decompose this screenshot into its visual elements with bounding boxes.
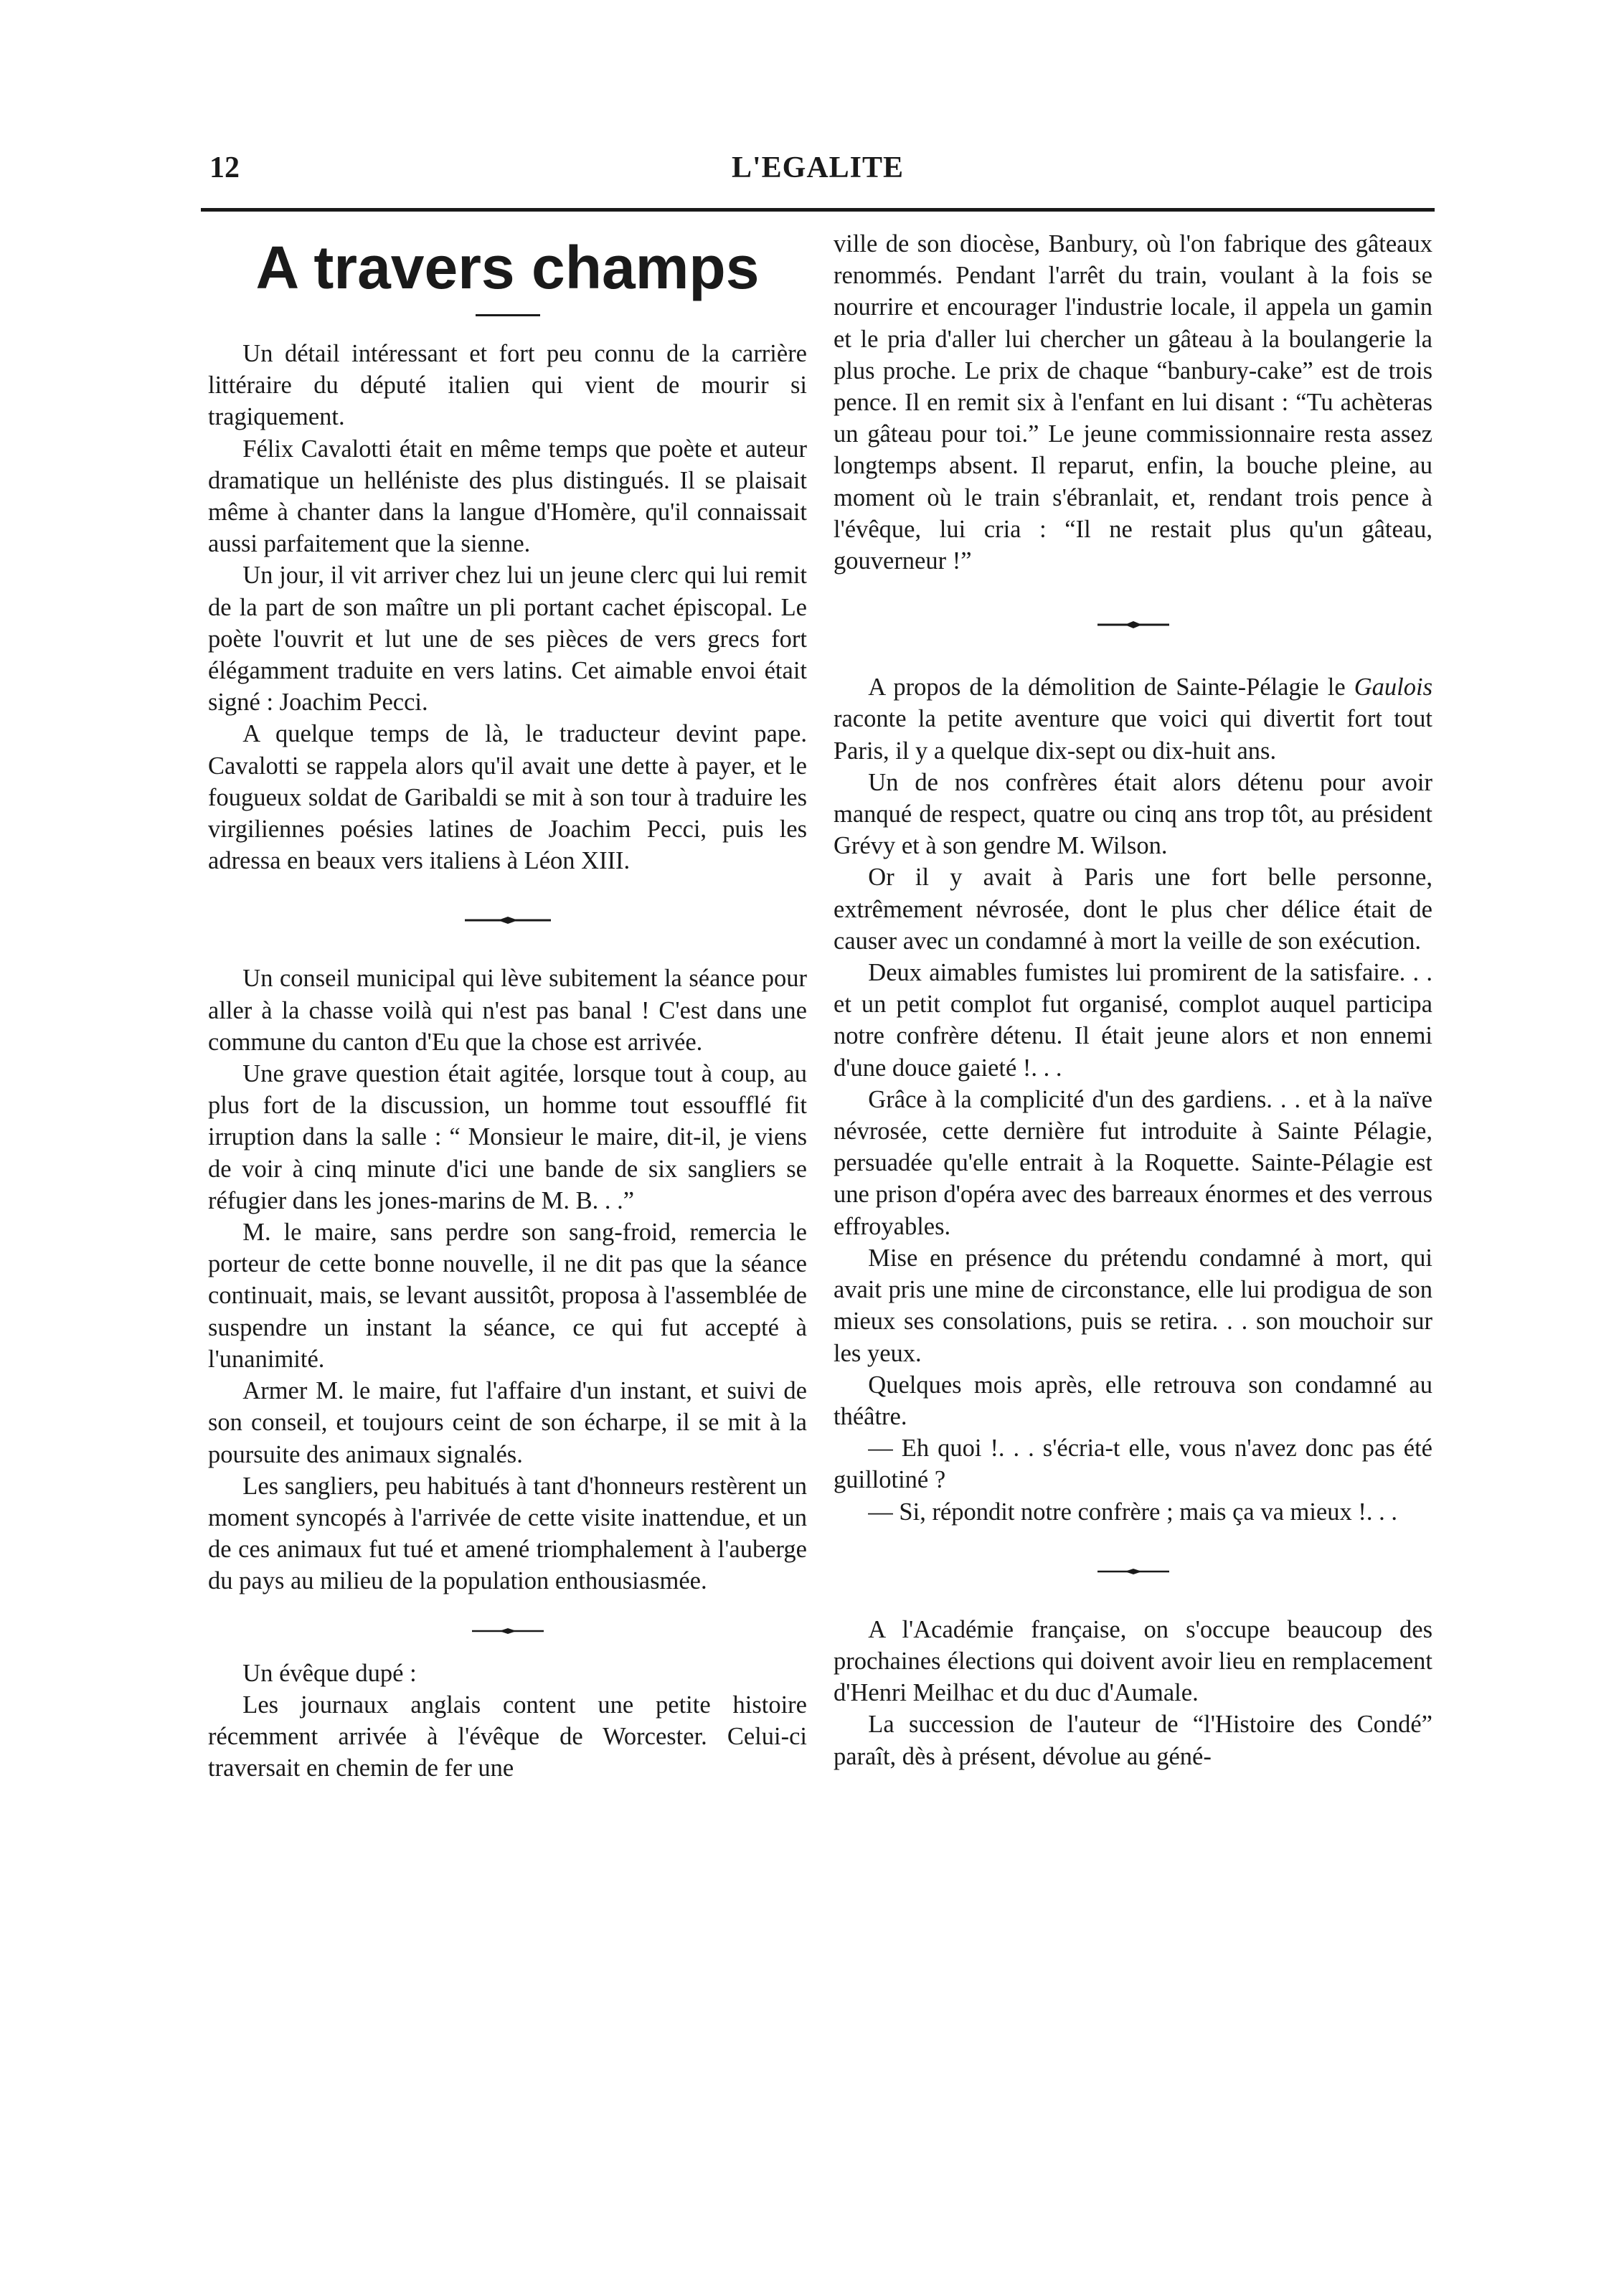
paragraph: — Eh quoi !. . . s'écria-t elle, vous n'avez donc pas été guillotiné ? xyxy=(834,1435,1432,1494)
paragraph: Un conseil municipal qui lève subitement la séance pour aller à la chasse voilà qui n'est pas banal ! C'est dans une commune du canton d'Eu que la chose est arrivée. xyxy=(208,965,807,1056)
right-column xyxy=(834,228,1432,1772)
article-headline: A travers champs xyxy=(255,234,760,301)
paragraph: Les sangliers, peu habitués à tant d'honneurs restèrent un moment syncopés à l'arrivée de cette visite inattendue, et un de ces animaux fut tué et amené triomphalement à l'auberge du pays au milieu de la population enthousiasmée. xyxy=(208,1472,807,1595)
newspaper-title: L'EGALITE xyxy=(731,151,905,184)
paragraph: Félix Cavalotti était en même temps que poète et auteur dramatique un helléniste des plus distingués. Il se plaisait même à chanter dans la langue d'Homère, qu'il connaissait aussi parfaitement que la sienne. xyxy=(208,435,807,558)
headline-rule xyxy=(476,314,540,316)
paragraph xyxy=(834,671,1432,767)
paragraph: Un jour, il vit arriver chez lui un jeune clerc qui lui remit de la part de son maître un pli portant cachet épiscopal. Le poète l'ouvrit et lut une de ses pièces de vers grecs fort élégamment traduite en vers latins. Cet aimable envoi était signé : Joachim Pecci. xyxy=(208,562,807,717)
paragraph: Or il y avait à Paris une fort belle personne, extrêmement névrosée, dont le plus cher délice était de causer avec un condamné à mort la veille de son exécution. xyxy=(834,864,1432,955)
section-divider-ornament xyxy=(429,1626,587,1636)
paragraph: Les journaux anglais content une petite histoire récemment arrivée à l'évêque de Worcester. Celui-ci traversait en chemin de fer une xyxy=(208,1691,807,1782)
paragraph: Mise en présence du prétendu condamné à mort, qui avait pris une mine de circonstance, elle lui prodigua de son mieux ses consolations, puis se retira. . . son mouchoir sur les yeux. xyxy=(834,1244,1432,1367)
paragraph: Deux aimables fumistes lui promirent de la satisfaire. . . et un petit complot fut organisé, complot auquel participa notre confrère détenu. Il était jeune alors et non ennemi d'une douce gaieté !. . . xyxy=(834,959,1432,1082)
paragraph: M. le maire, sans perdre son sang-froid, remercia le porteur de cette bonne nouvelle, il ne dit pas que la séance continuait, mais, se levant aussitôt, proposa à l'assemblée de suspendre un instant la séance, ce qui fut accepté à l'unanimité. xyxy=(208,1219,807,1373)
paragraph: ville de son diocèse, Banbury, où l'on fabrique des gâteaux renommés. Pendant l'arrêt du train, voulant à la fois se nourrire et encourager l'industrie locale, il appela un gamin et le pria d'aller lui chercher un gâteau à la boulangerie la plus proche. Le prix de chaque “banbury-cake” est de trois pence. Il en remit six à l'enfant en lui disant : “Tu achèteras un gâteau pour toi.” Le jeune commissionnaire resta assez longtemps absent. Il reparut, enfin, la bouche pleine, au moment où le train s'ébranlait, et, rendant trois pence à l'évêque, lui cria : “Il ne restait plus qu'un gâteau, gouverneur !” xyxy=(834,230,1432,575)
header-rule xyxy=(201,208,1435,212)
paragraph: A l'Académie française, on s'occupe beaucoup des prochaines élections qui doivent avoir lieu en remplacement d'Henri Meilhac et du duc d'Aumale. xyxy=(834,1615,1432,1707)
section-divider-ornament xyxy=(1054,620,1212,630)
paragraph: Une grave question était agitée, lorsque tout à coup, au plus fort de la discussion, un homme tout essoufflé fit irruption dans la salle : “ Monsieur le maire, dit-il, je viens de voir à cinq minute d'ici une bande de six sangliers se réfugier dans les jones-marins de M. B. . .” xyxy=(208,1060,807,1214)
paragraph: Armer M. le maire, fut l'affaire d'un instant, et suivi de son conseil, et toujours ceint de son écharpe, il se mit à la poursuite des animaux signalés. xyxy=(208,1377,807,1468)
paragraph: — Si, répondit notre confrère ; mais ça va mieux !. . . xyxy=(868,1498,1397,1526)
paragraph: Un détail intéressant et fort peu connu de la carrière littéraire du député italien qui vient de mourir si tragiquement. xyxy=(208,340,807,431)
paragraph: Un de nos confrères était alors détenu pour avoir manqué de respect, quatre ou cinq ans trop tôt, au président Grévy et à son gendre M. Wilson. xyxy=(834,768,1432,860)
page-header xyxy=(201,151,1435,194)
section-divider-ornament xyxy=(1054,1566,1212,1577)
left-column xyxy=(208,228,807,1784)
paragraph: La succession de l'auteur de “l'Histoire des Condé” paraît, dès à présent, dévolue au géné- xyxy=(834,1711,1432,1770)
paragraph: Quelques mois après, elle retrouva son condamné au théâtre. xyxy=(834,1371,1432,1430)
page-number: 12 xyxy=(209,151,240,184)
section-divider-ornament xyxy=(429,915,587,925)
text-run: raconte la petite aventure que voici qui divertit fort tout Paris, il y a quelque dix-sept ou dix-huit ans. xyxy=(834,705,1432,765)
paragraph: Grâce à la complicité d'un des gardiens. . . et à la naïve névrosée, cette dernière fut introduite à Sainte Pélagie, persuadée qu'elle entrait à la Roquette. Sainte-Pélagie est une prison d'opéra avec des barreaux énormes et des verrous effroyables. xyxy=(834,1085,1432,1240)
newspaper-name: Gaulois xyxy=(1354,674,1433,701)
paragraph: A quelque temps de là, le traducteur devint pape. Cavalotti se rappela alors qu'il avait une dette à payer, et le fougueux soldat de Garibaldi se mit à son tour à traduire les virgiliennes poésies latines de Joachim Pecci, puis les adressa en beaux vers italiens à Léon XIII. xyxy=(208,720,807,875)
text-run: A propos de la démolition de Sainte-Pélagie le xyxy=(868,674,1346,701)
paragraph: Un évêque dupé : xyxy=(242,1659,417,1687)
